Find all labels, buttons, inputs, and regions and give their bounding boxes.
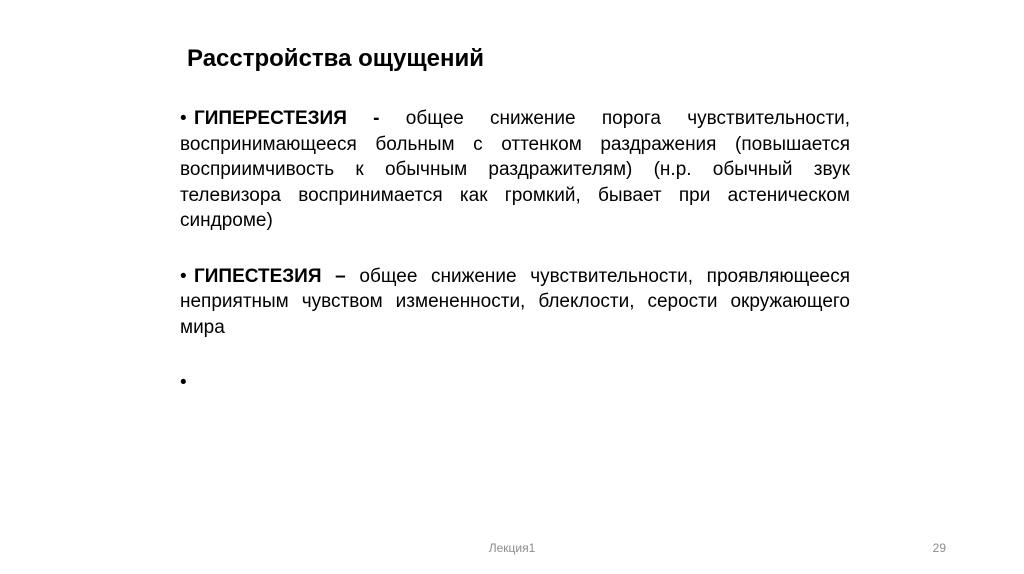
bullet-list [180,106,850,426]
term-hypesthesia: ГИПЕСТЕЗИЯ [194,265,322,287]
term-hyperesthesia: ГИПЕРЕСТЕЗИЯ [194,108,347,129]
bullet-item-hyperesthesia [180,106,850,234]
slide-title: Расстройства ощущений [187,45,484,72]
bullet-item-empty [180,370,850,396]
bullet-item-hypesthesia [180,264,850,341]
definition-hyperesthesia: общее снижение порога чувствительности, воспринимающееся больным с оттенком раздражения (повышается восприимчивость к обычным раздражителям) (н.р. обычный звук телевизора воспринимается как громкий, бывает при астеническом синдроме) [180,108,850,231]
footer-label: Лекция1 [488,541,536,555]
term-dash: - [346,108,406,129]
page-number: 29 [932,541,946,555]
bullet-dot: • [180,265,187,287]
bullet-dot: • [180,108,187,129]
term-dash: – [321,265,360,287]
definition-hypesthesia: общее снижение чувствительности, проявляющееся неприятным чувством измененности, блеклости, серости окружающего мира [180,265,851,338]
bullet-dot: • [180,372,187,393]
